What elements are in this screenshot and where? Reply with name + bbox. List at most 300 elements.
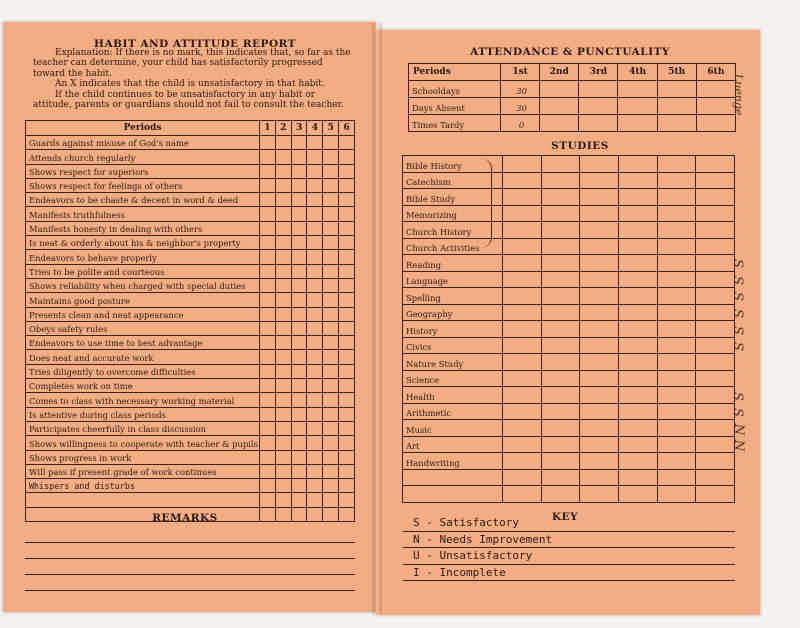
habit-mark-cell[interactable] [339,479,355,493]
habit-mark-cell[interactable] [307,178,323,192]
habit-mark-cell[interactable] [275,221,291,235]
habit-mark-cell[interactable] [260,307,276,321]
attendance-cell[interactable] [579,98,618,115]
attendance-cell[interactable] [696,81,735,98]
habit-mark-cell[interactable] [275,207,291,221]
habit-mark-cell[interactable] [275,407,291,421]
habit-mark-cell[interactable] [323,479,339,493]
study-grade-cell[interactable] [541,321,580,338]
habit-mark-cell[interactable] [291,236,307,250]
study-grade-cell[interactable] [657,469,696,486]
habit-mark-cell[interactable] [307,136,323,150]
study-grade-cell[interactable] [503,370,542,387]
study-grade-cell[interactable] [657,255,696,272]
habit-mark-cell[interactable] [275,264,291,278]
study-grade-cell[interactable] [503,288,542,305]
habit-mark-cell[interactable] [275,164,291,178]
habit-mark-cell[interactable] [307,493,323,507]
habit-mark-cell[interactable] [307,507,323,521]
habit-mark-cell[interactable] [307,193,323,207]
study-grade-cell[interactable] [618,172,657,189]
habit-mark-cell[interactable] [339,264,355,278]
attendance-cell[interactable] [657,98,696,115]
study-grade-cell[interactable] [696,321,735,338]
habit-mark-cell[interactable] [291,379,307,393]
study-grade-cell[interactable] [541,486,580,503]
study-grade-cell[interactable] [580,255,619,272]
study-grade-cell[interactable] [503,486,542,503]
habit-mark-cell[interactable] [339,150,355,164]
habit-mark-cell[interactable] [291,450,307,464]
habit-mark-cell[interactable] [291,178,307,192]
study-blank-label[interactable] [403,486,503,503]
attendance-cell[interactable] [579,81,618,98]
study-grade-cell[interactable] [580,288,619,305]
habit-mark-cell[interactable] [291,293,307,307]
habit-mark-cell[interactable] [260,207,276,221]
habit-mark-cell[interactable] [323,436,339,450]
study-grade-cell[interactable] [541,288,580,305]
study-grade-cell[interactable] [580,486,619,503]
habit-mark-cell[interactable] [323,307,339,321]
study-grade-cell[interactable] [580,156,619,173]
habit-mark-cell[interactable] [323,264,339,278]
study-grade-cell[interactable] [580,354,619,371]
habit-mark-cell[interactable] [260,407,276,421]
study-grade-cell[interactable] [618,189,657,206]
habit-mark-cell[interactable] [307,307,323,321]
study-grade-cell[interactable] [503,337,542,354]
habit-mark-cell[interactable] [291,207,307,221]
habit-mark-cell[interactable] [291,193,307,207]
habit-mark-cell[interactable] [339,164,355,178]
study-grade-cell[interactable] [696,420,735,437]
study-grade-cell[interactable] [503,387,542,404]
study-grade-cell[interactable] [696,453,735,470]
study-grade-cell[interactable] [657,387,696,404]
habit-mark-cell[interactable] [291,364,307,378]
study-grade-cell[interactable] [696,255,735,272]
habit-mark-cell[interactable] [275,193,291,207]
habit-mark-cell[interactable] [260,264,276,278]
remarks-line[interactable] [25,558,355,559]
remarks-line[interactable] [25,574,355,575]
study-grade-cell[interactable] [541,271,580,288]
study-grade-cell[interactable] [541,453,580,470]
study-grade-cell[interactable] [657,271,696,288]
habit-mark-cell[interactable] [323,178,339,192]
study-grade-cell[interactable] [696,172,735,189]
habit-mark-cell[interactable] [307,450,323,464]
habit-mark-cell[interactable] [260,393,276,407]
habit-mark-cell[interactable] [323,379,339,393]
study-grade-cell[interactable] [580,189,619,206]
study-grade-cell[interactable] [618,370,657,387]
study-grade-cell[interactable] [580,238,619,255]
study-grade-cell[interactable] [580,321,619,338]
habit-mark-cell[interactable] [323,350,339,364]
study-grade-cell[interactable] [503,354,542,371]
study-grade-cell[interactable] [503,321,542,338]
study-grade-cell[interactable] [503,238,542,255]
study-grade-cell[interactable] [618,354,657,371]
study-grade-cell[interactable] [541,205,580,222]
study-grade-cell[interactable] [696,238,735,255]
study-grade-cell[interactable] [657,321,696,338]
study-grade-cell[interactable] [618,156,657,173]
habit-mark-cell[interactable] [307,164,323,178]
habit-mark-cell[interactable] [291,350,307,364]
habit-mark-cell[interactable] [323,321,339,335]
habit-mark-cell[interactable] [291,436,307,450]
study-grade-cell[interactable] [541,255,580,272]
study-grade-cell[interactable] [618,420,657,437]
habit-mark-cell[interactable] [307,278,323,292]
habit-mark-cell[interactable] [323,421,339,435]
habit-mark-cell[interactable] [307,479,323,493]
habit-mark-cell[interactable] [323,164,339,178]
study-grade-cell[interactable] [657,222,696,239]
habit-mark-cell[interactable] [291,407,307,421]
study-grade-cell[interactable] [618,222,657,239]
remarks-line[interactable] [25,590,355,591]
habit-mark-cell[interactable] [339,450,355,464]
habit-blank-label[interactable] [26,493,260,507]
study-grade-cell[interactable] [503,436,542,453]
study-grade-cell[interactable] [696,354,735,371]
habit-mark-cell[interactable] [260,436,276,450]
habit-mark-cell[interactable] [291,479,307,493]
habit-mark-cell[interactable] [275,421,291,435]
habit-mark-cell[interactable] [291,393,307,407]
habit-mark-cell[interactable] [307,464,323,478]
habit-mark-cell[interactable] [275,136,291,150]
study-grade-cell[interactable] [618,321,657,338]
study-grade-cell[interactable] [696,304,735,321]
habit-mark-cell[interactable] [323,364,339,378]
study-grade-cell[interactable] [696,205,735,222]
habit-mark-cell[interactable] [291,507,307,521]
study-grade-cell[interactable] [541,172,580,189]
habit-mark-cell[interactable] [275,307,291,321]
habit-mark-cell[interactable] [323,278,339,292]
habit-mark-cell[interactable] [339,364,355,378]
study-grade-cell[interactable] [657,156,696,173]
study-grade-cell[interactable] [657,288,696,305]
habit-mark-cell[interactable] [323,193,339,207]
habit-mark-cell[interactable] [260,150,276,164]
study-grade-cell[interactable] [657,304,696,321]
study-grade-cell[interactable] [503,172,542,189]
study-grade-cell[interactable] [541,304,580,321]
habit-mark-cell[interactable] [307,364,323,378]
habit-mark-cell[interactable] [260,421,276,435]
habit-mark-cell[interactable] [260,236,276,250]
habit-mark-cell[interactable] [339,193,355,207]
habit-mark-cell[interactable] [307,350,323,364]
study-grade-cell[interactable] [618,403,657,420]
habit-mark-cell[interactable] [307,436,323,450]
habit-mark-cell[interactable] [291,336,307,350]
habit-mark-cell[interactable] [307,336,323,350]
habit-mark-cell[interactable] [323,250,339,264]
habit-mark-cell[interactable] [275,436,291,450]
habit-mark-cell[interactable] [339,293,355,307]
habit-mark-cell[interactable] [275,150,291,164]
study-grade-cell[interactable] [618,271,657,288]
habit-mark-cell[interactable] [275,507,291,521]
study-grade-cell[interactable] [503,255,542,272]
habit-mark-cell[interactable] [307,407,323,421]
study-grade-cell[interactable] [657,453,696,470]
habit-mark-cell[interactable] [339,178,355,192]
study-grade-cell[interactable] [618,337,657,354]
study-grade-cell[interactable] [580,222,619,239]
study-grade-cell[interactable] [503,189,542,206]
habit-mark-cell[interactable] [291,264,307,278]
habit-mark-cell[interactable] [291,307,307,321]
study-grade-cell[interactable] [618,255,657,272]
study-grade-cell[interactable] [503,453,542,470]
habit-mark-cell[interactable] [260,479,276,493]
habit-mark-cell[interactable] [339,507,355,521]
study-grade-cell[interactable] [657,486,696,503]
study-grade-cell[interactable] [580,387,619,404]
attendance-cell[interactable] [540,115,579,132]
habit-mark-cell[interactable] [339,407,355,421]
study-grade-cell[interactable] [541,189,580,206]
habit-mark-cell[interactable] [291,250,307,264]
habit-mark-cell[interactable] [339,350,355,364]
study-grade-cell[interactable] [580,172,619,189]
habit-mark-cell[interactable] [275,178,291,192]
habit-mark-cell[interactable] [323,393,339,407]
study-grade-cell[interactable] [696,469,735,486]
habit-mark-cell[interactable] [260,336,276,350]
habit-mark-cell[interactable] [339,221,355,235]
habit-mark-cell[interactable] [275,364,291,378]
habit-mark-cell[interactable] [307,321,323,335]
habit-mark-cell[interactable] [307,293,323,307]
habit-mark-cell[interactable] [260,278,276,292]
habit-mark-cell[interactable] [307,393,323,407]
study-grade-cell[interactable] [541,337,580,354]
habit-mark-cell[interactable] [307,236,323,250]
study-grade-cell[interactable] [696,486,735,503]
habit-mark-cell[interactable] [291,321,307,335]
habit-mark-cell[interactable] [260,250,276,264]
attendance-cell[interactable] [618,81,657,98]
habit-mark-cell[interactable] [291,464,307,478]
study-grade-cell[interactable] [696,189,735,206]
attendance-cell[interactable] [540,81,579,98]
attendance-cell[interactable] [696,115,735,132]
attendance-cell[interactable] [540,98,579,115]
study-grade-cell[interactable] [580,420,619,437]
habit-mark-cell[interactable] [323,493,339,507]
study-grade-cell[interactable] [618,288,657,305]
attendance-cell[interactable] [579,115,618,132]
habit-mark-cell[interactable] [260,364,276,378]
study-grade-cell[interactable] [580,370,619,387]
habit-mark-cell[interactable] [307,221,323,235]
habit-mark-cell[interactable] [275,393,291,407]
study-grade-cell[interactable] [657,420,696,437]
study-grade-cell[interactable] [503,304,542,321]
study-grade-cell[interactable] [696,288,735,305]
habit-mark-cell[interactable] [291,278,307,292]
remarks-line[interactable] [25,542,355,543]
study-grade-cell[interactable] [541,469,580,486]
study-grade-cell[interactable] [618,436,657,453]
study-grade-cell[interactable] [580,453,619,470]
study-grade-cell[interactable] [657,337,696,354]
study-grade-cell[interactable] [503,469,542,486]
attendance-first-period[interactable]: 30 [501,81,540,98]
attendance-cell[interactable] [618,98,657,115]
habit-mark-cell[interactable] [339,436,355,450]
habit-mark-cell[interactable] [291,150,307,164]
study-grade-cell[interactable] [541,370,580,387]
habit-mark-cell[interactable] [323,221,339,235]
study-grade-cell[interactable] [657,354,696,371]
attendance-first-period[interactable]: 30 [501,98,540,115]
study-grade-cell[interactable] [580,436,619,453]
study-grade-cell[interactable] [541,403,580,420]
habit-mark-cell[interactable] [260,321,276,335]
habit-mark-cell[interactable] [260,464,276,478]
habit-mark-cell[interactable] [260,221,276,235]
habit-mark-cell[interactable] [323,293,339,307]
habit-mark-cell[interactable] [307,264,323,278]
study-grade-cell[interactable] [580,469,619,486]
habit-mark-cell[interactable] [323,464,339,478]
study-grade-cell[interactable] [657,436,696,453]
attendance-cell[interactable] [657,81,696,98]
habit-mark-cell[interactable] [323,450,339,464]
study-grade-cell[interactable] [657,205,696,222]
habit-mark-cell[interactable] [275,350,291,364]
habit-mark-cell[interactable] [275,379,291,393]
study-grade-cell[interactable] [696,156,735,173]
habit-mark-cell[interactable] [339,136,355,150]
study-grade-cell[interactable] [541,238,580,255]
habit-mark-cell[interactable] [339,307,355,321]
habit-mark-cell[interactable] [307,379,323,393]
study-grade-cell[interactable] [696,370,735,387]
study-grade-cell[interactable] [696,403,735,420]
habit-mark-cell[interactable] [291,164,307,178]
habit-mark-cell[interactable] [339,421,355,435]
habit-mark-cell[interactable] [260,164,276,178]
study-grade-cell[interactable] [580,337,619,354]
study-grade-cell[interactable] [657,370,696,387]
attendance-cell[interactable] [657,115,696,132]
study-grade-cell[interactable] [696,271,735,288]
study-grade-cell[interactable] [618,387,657,404]
study-grade-cell[interactable] [503,205,542,222]
study-grade-cell[interactable] [618,453,657,470]
habit-mark-cell[interactable] [307,150,323,164]
study-grade-cell[interactable] [541,387,580,404]
study-grade-cell[interactable] [580,271,619,288]
habit-mark-cell[interactable] [275,336,291,350]
habit-mark-cell[interactable] [339,278,355,292]
habit-mark-cell[interactable] [323,150,339,164]
habit-mark-cell[interactable] [339,236,355,250]
study-grade-cell[interactable] [580,304,619,321]
habit-mark-cell[interactable] [260,350,276,364]
habit-mark-cell[interactable] [275,278,291,292]
habit-mark-cell[interactable] [339,393,355,407]
habit-mark-cell[interactable] [275,293,291,307]
attendance-cell[interactable] [618,115,657,132]
habit-mark-cell[interactable] [275,450,291,464]
habit-mark-cell[interactable] [307,421,323,435]
study-grade-cell[interactable] [657,238,696,255]
habit-mark-cell[interactable] [339,321,355,335]
study-grade-cell[interactable] [657,403,696,420]
study-grade-cell[interactable] [503,271,542,288]
habit-mark-cell[interactable] [275,479,291,493]
habit-mark-cell[interactable] [323,407,339,421]
study-grade-cell[interactable] [657,189,696,206]
attendance-first-period[interactable]: 0 [501,115,540,132]
habit-mark-cell[interactable] [260,136,276,150]
habit-mark-cell[interactable] [307,207,323,221]
habit-mark-cell[interactable] [339,493,355,507]
study-grade-cell[interactable] [541,354,580,371]
study-grade-cell[interactable] [503,222,542,239]
habit-mark-cell[interactable] [260,493,276,507]
habit-mark-cell[interactable] [260,193,276,207]
study-grade-cell[interactable] [541,156,580,173]
study-grade-cell[interactable] [696,387,735,404]
study-grade-cell[interactable] [541,420,580,437]
study-grade-cell[interactable] [618,304,657,321]
habit-mark-cell[interactable] [275,236,291,250]
habit-mark-cell[interactable] [339,379,355,393]
habit-mark-cell[interactable] [323,136,339,150]
study-grade-cell[interactable] [618,469,657,486]
habit-mark-cell[interactable] [291,221,307,235]
study-grade-cell[interactable] [696,436,735,453]
study-grade-cell[interactable] [696,222,735,239]
study-grade-cell[interactable] [618,238,657,255]
habit-mark-cell[interactable] [323,207,339,221]
habit-mark-cell[interactable] [339,336,355,350]
habit-mark-cell[interactable] [260,507,276,521]
habit-mark-cell[interactable] [275,493,291,507]
habit-mark-cell[interactable] [291,136,307,150]
study-grade-cell[interactable] [503,420,542,437]
habit-mark-cell[interactable] [291,421,307,435]
attendance-cell[interactable] [696,98,735,115]
habit-mark-cell[interactable] [260,379,276,393]
habit-mark-cell[interactable] [275,464,291,478]
habit-mark-cell[interactable] [339,250,355,264]
study-blank-label[interactable] [403,469,503,486]
habit-mark-cell[interactable] [260,450,276,464]
habit-mark-cell[interactable] [275,250,291,264]
study-grade-cell[interactable] [696,337,735,354]
study-grade-cell[interactable] [541,436,580,453]
habit-mark-cell[interactable] [260,178,276,192]
study-grade-cell[interactable] [618,205,657,222]
study-grade-cell[interactable] [618,486,657,503]
habit-mark-cell[interactable] [339,207,355,221]
study-grade-cell[interactable] [580,205,619,222]
